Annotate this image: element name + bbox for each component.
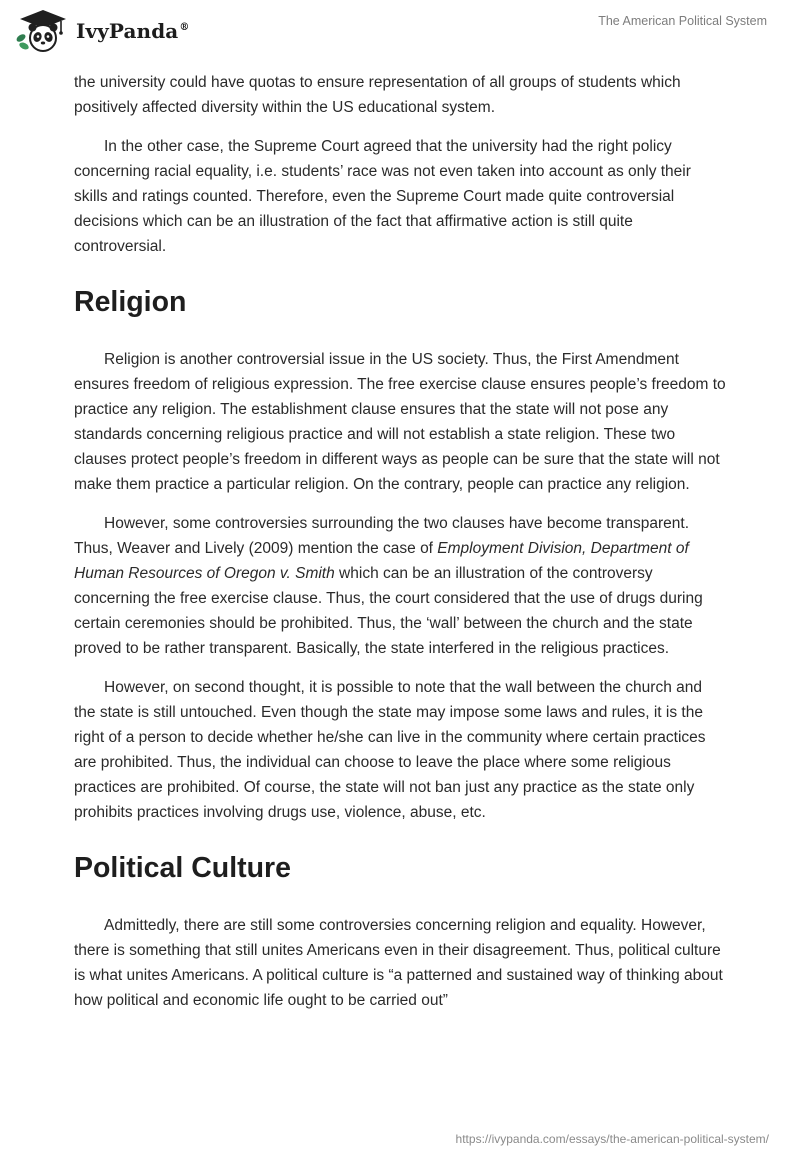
paragraph — [74, 511, 726, 661]
paragraph-text: which can be an illustration of the controversy concerning the free exercise clause. Thus, the court considered that the use of drugs during certain ceremonies should be prohibited. Thus, the ‘wall’ between the church and the state proved to be rather transparent. Basically, the state interfered in the religious practices. — [74, 565, 703, 657]
paragraph: However, on second thought, it is possible to note that the wall between the church and the state is still untouched. Even though the state may impose some laws and rules, it is the right of a person to decide whether he/she can live in the community where certain practices are prohibited. Thus, the individual can choose to leave the place where some religious practices are prohibited. Of course, the state will not ban just any practice as the state only prohibits practices involving drugs use, violence, abuse, etc. — [74, 679, 706, 821]
essay-content — [74, 70, 726, 1027]
paragraph: Admittedly, there are still some controversies concerning religion and equality. However, there is something that still unites Americans even in their disagreement. Thus, political culture is what unites Americans. A political culture is “a patterned and sustained way of thinking about how political and economic life ought to be carried out” — [74, 917, 723, 1009]
paragraph-text: However, some controversies surrounding the two clauses have become transparent. Thus, Weaver and Lively (2009) mention the case of — [74, 515, 689, 557]
document-title: The American Political System — [598, 14, 767, 28]
paragraph: In the other case, the Supreme Court agreed that the university had the right policy concerning racial equality, i.e. students’ race was not even taken into account as only their skills and ratings counted. Therefore, even the Supreme Court made quite controversial decisions which can be an illustration of the fact that affirmative action is still quite controversial. — [74, 138, 691, 255]
section-heading-religion: Religion — [74, 286, 187, 318]
case-citation: Employment Division, Department of Human Resources of Oregon v. Smith — [74, 540, 689, 582]
section-heading-political-culture: Political Culture — [74, 852, 291, 884]
paragraph: Religion is another controversial issue in the US society. Thus, the First Amendment ensures freedom of religious expression. The free exercise clause ensures people’s freedom to practice any religion. The establishment clause ensures that the state will not pose any standards concerning religious practice and will not establish a state religion. These two clauses protect people’s freedom in different ways as people can be sure that the state will not make them practice a particular religion. On the contrary, people can practice any religion. — [74, 351, 726, 493]
panda-logo-icon — [14, 8, 72, 54]
ivypanda-logo[interactable] — [14, 8, 189, 54]
page-header — [0, 0, 800, 70]
source-url[interactable]: https://ivypanda.com/essays/the-american-political-system/ — [455, 1132, 769, 1146]
logo-wordmark: IvyPanda® — [76, 19, 190, 43]
paragraph: the university could have quotas to ensure representation of all groups of students which positively affected diversity within the US educational system. — [74, 74, 681, 116]
